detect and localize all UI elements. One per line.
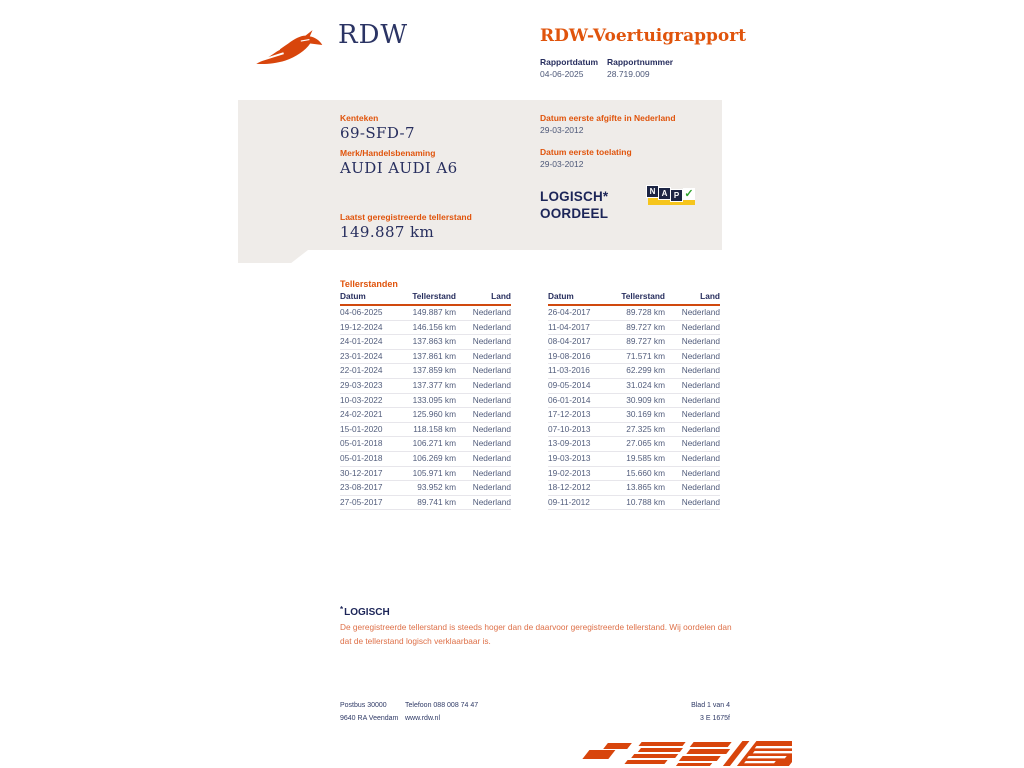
table-cell: Nederland [665, 408, 720, 423]
table-cell: Nederland [456, 349, 511, 364]
table-row [340, 422, 511, 437]
column-header-land: Land [665, 291, 720, 305]
rdw-logo-wordmark: RDW [338, 20, 409, 50]
footer-address [340, 699, 398, 725]
toelating-value: 29-03-2012 [540, 159, 584, 169]
table-row [548, 495, 720, 510]
table-row [340, 320, 511, 335]
table-cell: Nederland [456, 495, 511, 510]
table-cell: 118.158 km [406, 422, 456, 437]
table-cell: 27.065 km [614, 437, 665, 452]
table-cell: 05-01-2018 [340, 437, 406, 452]
table-cell: 30-12-2017 [340, 466, 406, 481]
column-header-datum: Datum [340, 291, 406, 305]
nap-letter-n: N [646, 185, 659, 198]
table-row [548, 437, 720, 452]
table-row [340, 335, 511, 350]
merk-label: Merk/Handelsbenaming [340, 148, 436, 158]
table-cell: 18-12-2012 [548, 481, 614, 496]
table-cell: Nederland [456, 364, 511, 379]
table-cell: Nederland [665, 393, 720, 408]
table-row [548, 335, 720, 350]
table-cell: 15-01-2020 [340, 422, 406, 437]
table-cell: 19.585 km [614, 451, 665, 466]
table-row [548, 320, 720, 335]
table-cell: Nederland [456, 422, 511, 437]
vehicle-summary-panel [238, 100, 722, 250]
logisch-note-text: De geregistreerde tellerstand is steeds hoger dan de daarvoor geregistreerde tellerstand. Wij oordelen dan dat de tellerstand logisch verklaarbaar is. [340, 622, 732, 646]
table-cell: 09-11-2012 [548, 495, 614, 510]
table-cell: 62.299 km [614, 364, 665, 379]
table-cell: 10-03-2022 [340, 393, 406, 408]
table-cell: 11-04-2017 [548, 320, 614, 335]
tellerstanden-heading: Tellerstanden [340, 279, 398, 289]
table-cell: 30.169 km [614, 408, 665, 423]
table-cell: 89.727 km [614, 320, 665, 335]
table-cell: 29-03-2023 [340, 378, 406, 393]
tellerstanden-table-right [548, 291, 720, 510]
footer-address-line2: 9640 RA Veendam [340, 715, 399, 722]
table-cell: 137.861 km [406, 349, 456, 364]
table-cell: 13-09-2013 [548, 437, 614, 452]
table-row [548, 378, 720, 393]
table-row [340, 495, 511, 510]
table-row [340, 466, 511, 481]
table-row [548, 393, 720, 408]
table-row [548, 305, 720, 320]
afgifte-value: 29-03-2012 [540, 125, 584, 135]
table-cell: Nederland [456, 335, 511, 350]
column-header-tellerstand: Tellerstand [614, 291, 665, 305]
table-cell: 24-01-2024 [340, 335, 406, 350]
table-cell: 137.859 km [406, 364, 456, 379]
nap-checkmark-icon: ✓ [684, 188, 694, 200]
table-cell: 22-01-2024 [340, 364, 406, 379]
table-row [340, 481, 511, 496]
oordeel-status [540, 188, 608, 222]
afgifte-label: Datum eerste afgifte in Nederland [540, 113, 676, 123]
table-cell: 105.971 km [406, 466, 456, 481]
table-row [340, 378, 511, 393]
table-cell: 146.156 km [406, 320, 456, 335]
table-cell: 04-06-2025 [340, 305, 406, 320]
table-cell: 13.865 km [614, 481, 665, 496]
table-cell: Nederland [456, 320, 511, 335]
table-cell: Nederland [665, 481, 720, 496]
tellerstand-value: 149.887 km [340, 223, 435, 241]
table-cell: 71.571 km [614, 349, 665, 364]
table-row [340, 451, 511, 466]
footer-phone: Telefoon 088 008 74 47 [405, 702, 479, 709]
page-title: RDW-Voertuigrapport [540, 26, 747, 46]
footer-form-code: 3 E 1675f [700, 715, 730, 722]
table-cell: Nederland [665, 378, 720, 393]
tellerstand-label: Laatst geregistreerde tellerstand [340, 212, 472, 222]
oordeel-line1: LOGISCH* [540, 189, 609, 204]
table-cell: Nederland [456, 408, 511, 423]
table-cell: 89.727 km [614, 335, 665, 350]
table-cell: 19-12-2024 [340, 320, 406, 335]
report-number-value: 28.719.009 [607, 69, 650, 79]
logisch-note-heading [340, 605, 390, 618]
kenteken-label: Kenteken [340, 113, 379, 123]
table-cell: Nederland [456, 481, 511, 496]
table-cell: 149.887 km [406, 305, 456, 320]
table-row [340, 437, 511, 452]
table-cell: 10.788 km [614, 495, 665, 510]
rdw-bird-logo-icon [252, 20, 334, 70]
table-cell: Nederland [456, 437, 511, 452]
report-date-value: 04-06-2025 [540, 69, 584, 79]
table-cell: 23-08-2017 [340, 481, 406, 496]
table-row [548, 481, 720, 496]
table-cell: 89.728 km [614, 305, 665, 320]
table-cell: Nederland [665, 305, 720, 320]
table-cell: 06-01-2014 [548, 393, 614, 408]
column-header-datum: Datum [548, 291, 614, 305]
table-cell: Nederland [665, 349, 720, 364]
table-cell: Nederland [456, 305, 511, 320]
table-cell: Nederland [456, 393, 511, 408]
tellerstanden-table-left [340, 291, 511, 510]
table-cell: 133.095 km [406, 393, 456, 408]
table-cell: 19-02-2013 [548, 466, 614, 481]
table-header-row [548, 291, 720, 305]
table-row [548, 422, 720, 437]
table-row [340, 393, 511, 408]
table-cell: 93.952 km [406, 481, 456, 496]
logisch-note-title: LOGISCH [344, 607, 390, 618]
table-row [340, 408, 511, 423]
table-row [548, 364, 720, 379]
table-cell: 137.377 km [406, 378, 456, 393]
table-cell: 31.024 km [614, 378, 665, 393]
column-header-tellerstand: Tellerstand [406, 291, 456, 305]
table-header-row [340, 291, 511, 305]
table-cell: Nederland [665, 320, 720, 335]
table-cell: 17-12-2013 [548, 408, 614, 423]
table-row [548, 349, 720, 364]
nap-letter-p: P [670, 189, 683, 202]
table-cell: 19-08-2016 [548, 349, 614, 364]
table-cell: Nederland [665, 451, 720, 466]
footer-website: www.rdw.nl [405, 715, 441, 722]
table-cell: 89.741 km [406, 495, 456, 510]
footer-address-line1: Postbus 30000 [340, 702, 387, 709]
table-cell: 09-05-2014 [548, 378, 614, 393]
table-cell: 106.269 km [406, 451, 456, 466]
report-number-label: Rapportnummer [607, 57, 674, 67]
table-cell: 137.863 km [406, 335, 456, 350]
column-header-land: Land [456, 291, 511, 305]
table-cell: Nederland [665, 364, 720, 379]
asterisk: * [340, 605, 344, 614]
oordeel-line2: OORDEEL [540, 206, 609, 221]
table-cell: Nederland [665, 495, 720, 510]
table-cell: 05-01-2018 [340, 451, 406, 466]
footer-page-number: Blad 1 van 4 [691, 702, 730, 709]
table-row [340, 305, 511, 320]
table-row [340, 364, 511, 379]
merk-value: AUDI AUDI A6 [340, 159, 458, 177]
footer-pagination [640, 699, 730, 725]
table-cell: Nederland [456, 466, 511, 481]
table-cell: 26-04-2017 [548, 305, 614, 320]
toelating-label: Datum eerste toelating [540, 147, 632, 157]
table-cell: 30.909 km [614, 393, 665, 408]
table-row [548, 408, 720, 423]
table-cell: Nederland [665, 422, 720, 437]
table-cell: 27-05-2017 [340, 495, 406, 510]
footer-stripes-graphic [556, 739, 792, 768]
table-cell: Nederland [456, 451, 511, 466]
table-cell: 07-10-2013 [548, 422, 614, 437]
table-cell: 125.960 km [406, 408, 456, 423]
report-date-label: Rapportdatum [540, 57, 599, 67]
table-cell: Nederland [456, 378, 511, 393]
table-row [548, 466, 720, 481]
footer-contact [405, 699, 478, 725]
nap-logo [646, 184, 698, 208]
table-cell: 15.660 km [614, 466, 665, 481]
table-cell: 106.271 km [406, 437, 456, 452]
table-cell: 27.325 km [614, 422, 665, 437]
kenteken-value: 69-SFD-7 [340, 124, 415, 142]
table-row [340, 349, 511, 364]
table-cell: 19-03-2013 [548, 451, 614, 466]
table-cell: 08-04-2017 [548, 335, 614, 350]
table-cell: Nederland [665, 466, 720, 481]
table-cell: 24-02-2021 [340, 408, 406, 423]
table-cell: 23-01-2024 [340, 349, 406, 364]
table-cell: 11-03-2016 [548, 364, 614, 379]
nap-letter-a: A [658, 187, 671, 200]
table-cell: Nederland [665, 437, 720, 452]
table-cell: Nederland [665, 335, 720, 350]
table-row [548, 451, 720, 466]
